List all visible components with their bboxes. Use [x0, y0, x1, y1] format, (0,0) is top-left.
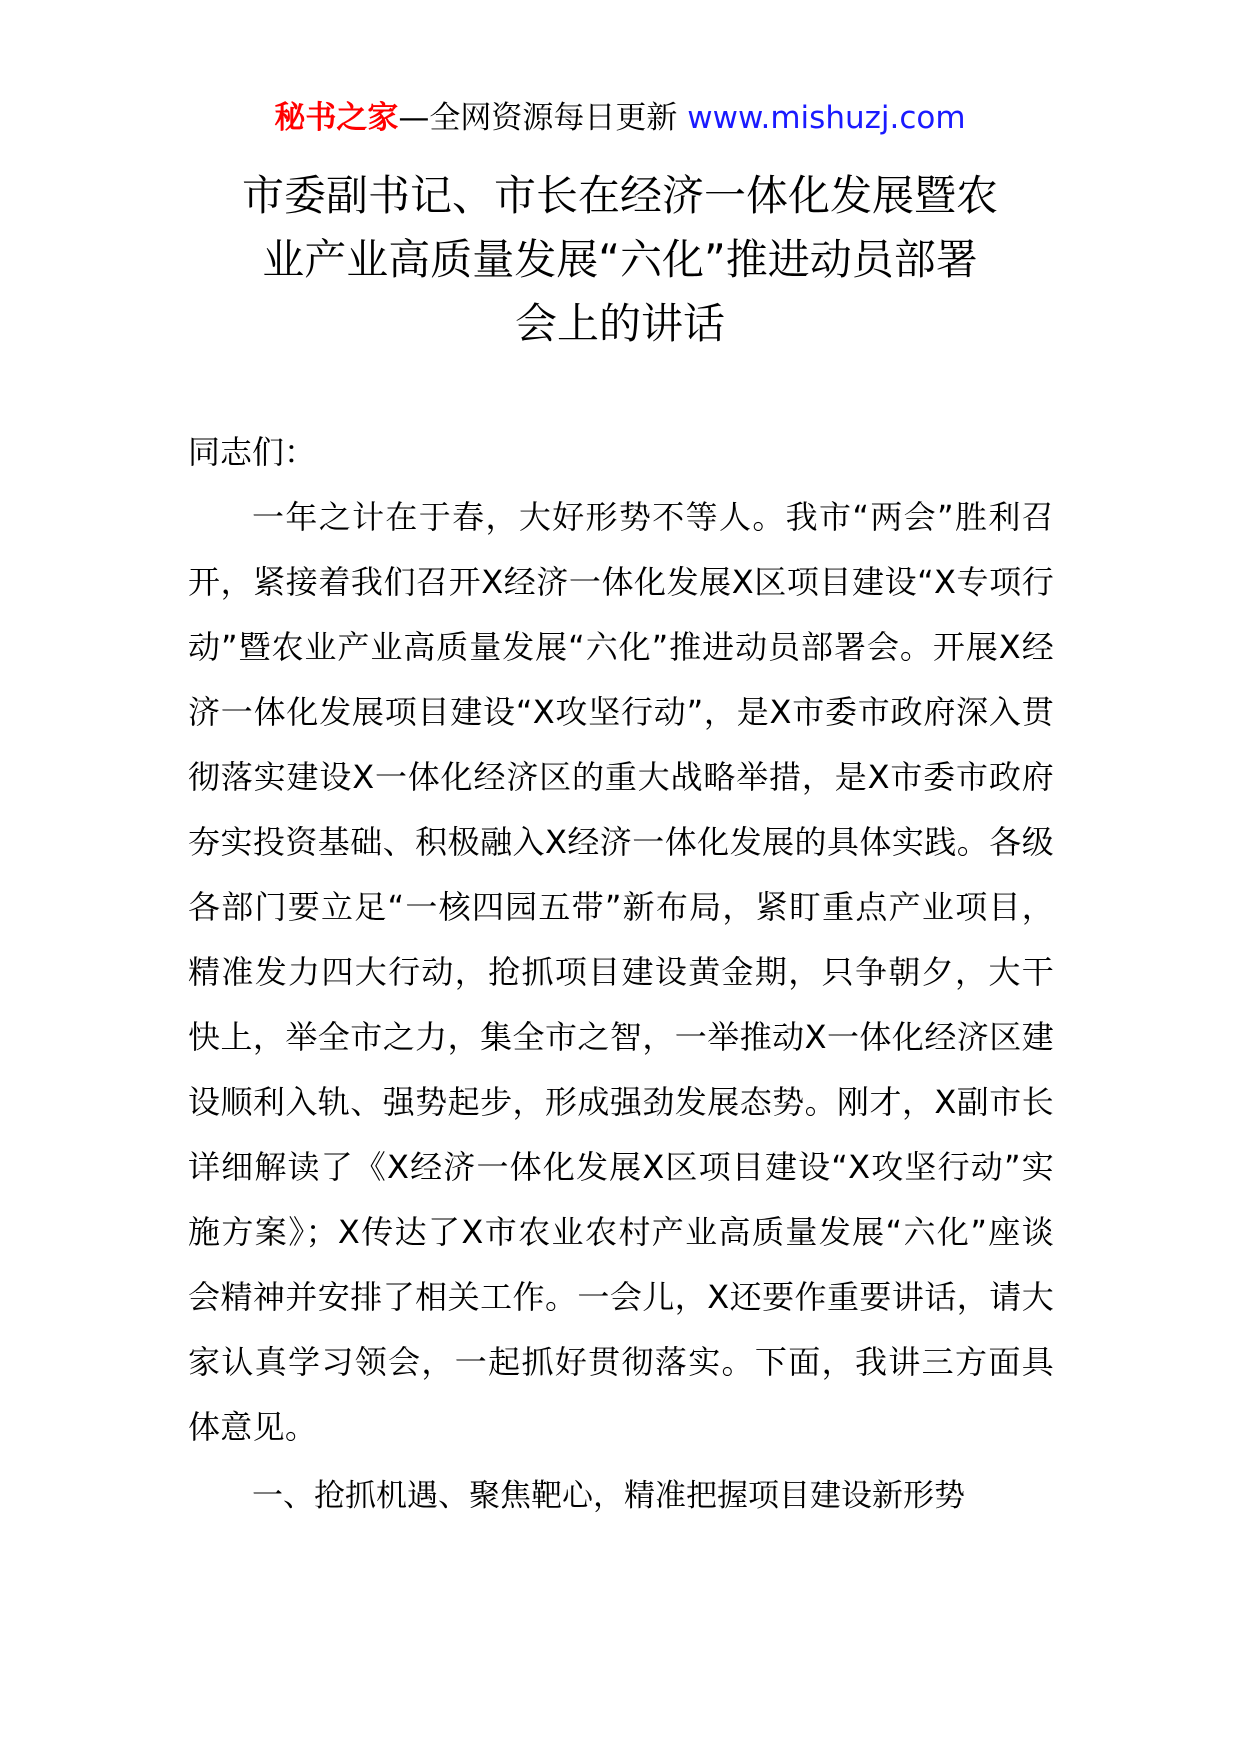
site-tagline: —全网资源每日更新 [398, 100, 688, 136]
salutation: 同志们： [188, 433, 317, 471]
site-header [0, 98, 1240, 138]
site-brand: 秘书之家 [274, 100, 399, 136]
document-title [170, 164, 1070, 356]
site-url-link[interactable]: www.mishuzj.com [687, 100, 966, 136]
paragraph-1: 一年之计在于春，大好形势不等人。我市“两会”胜利召开，紧接着我们召开X经济一体化发展X区项目建设“X专项行动”暨农业产业高质量发展“六化”推进动员部署会。开展X经济一体化发展项目建设“X攻坚行动”，是X市委市政府深入贯彻落实建设X一体化经济区的重大战略举措，是X市委市政府夯实投资基础、积极融入X经济一体化发展的具体实践。各级各部门要立足“一核四园五带”新布局，紧盯重点产业项目，精准发力四大行动，抢抓项目建设黄金期，只争朝夕，大干快上，举全市之力，集全市之智，一举推动X一体化经济区建设顺利入轨、强势起步，形成强劲发展态势。刚才，X副市长详细解读了《X经济一体化发展X区项目建设“X攻坚行动”实施方案》；X传达了X市农业农村产业高质量发展“六化”座谈会精神并安排了相关工作。一会儿，X还要作重要讲话，请大家认真学习领会，一起抓好贯彻落实。下面，我讲三方面具体意见。 [188, 498, 1054, 1446]
document-body [188, 420, 1054, 1529]
title-line-2: 业产业高质量发展“六化”推进动员部署 [262, 235, 978, 284]
section-heading-1: 一、抢抓机遇、聚焦靶心，精准把握项目建设新形势 [252, 1478, 965, 1514]
title-line-1: 市委副书记、市长在经济一体化发展暨农 [241, 171, 998, 220]
title-line-3: 会上的讲话 [514, 299, 725, 348]
